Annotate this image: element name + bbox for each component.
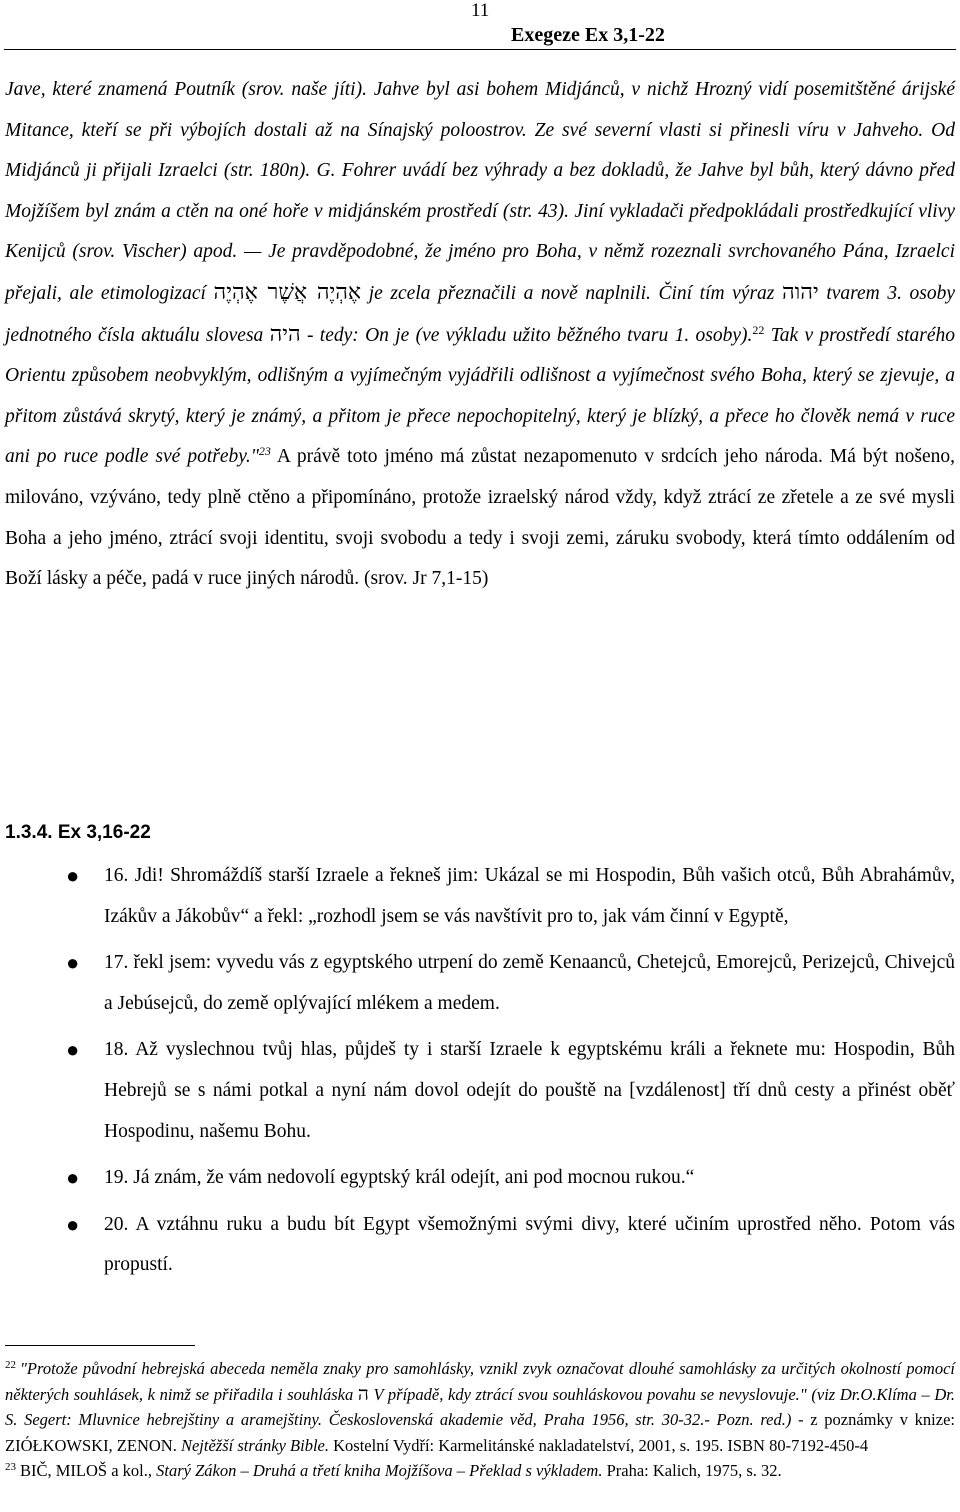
bullet-icon: ● [66,1165,80,1191]
hebrew-yhwh: יהוה [782,279,819,305]
verse-item [0,1158,955,1199]
verse-text: 20. A vztáhnu ruku a budu bít Egypt všemožnými svými divy, které učiním uprostřed něho. Potom vás propustí. [104,1213,955,1276]
footnote-23 [5,1458,955,1484]
verse-text: 18. Až vyslechnou tvůj hlas, půjdeš ty i starší Izraele k egyptskému králi a řeknete mu: Hospodin, Bůh Hebrejů se s námi potkal a nyní nám dovol odejít do pouště na [vzdálenost] tří dnů cesty a přinést oběť Hospodinu, našemu Bohu. [104,1039,955,1142]
footnote-book-title: Starý Zákon – Druhá a třetí kniha Mojžíšova – Překlad s výkladem. [156,1461,603,1480]
body-text-italic-b: je zcela přeznačili a nově naplnili. Činí tím výraz [368,282,775,304]
footnote-text: BIČ, MILOŠ a kol., [20,1461,152,1480]
verse-text: 19. Já znám, že vám nedovolí egyptský král odejít, ani pod mocnou rukou.“ [104,1167,695,1189]
section-heading: 1.3.4. Ex 3,16-22 [5,822,151,843]
bullet-icon: ● [66,1211,80,1237]
footnote-ref-22[interactable]: 22 [752,322,765,337]
body-text-italic-c: tvarem 3. osoby jednotného čísla aktuálu slovesa [5,282,956,346]
verse-item [0,856,955,937]
body-paragraph [5,70,955,600]
verse-list [0,856,955,1292]
running-title: Exegeze Ex 3,1-22 [511,24,665,46]
footnote-text: V případě, kdy ztrácí svou souhláskovou povahu se nevyslovuje." (viz Dr.O.Klíma – Dr. S. Segert: Mluvnice hebrejštiny a aramejštiny. Československá akademie věd, Praha 1956, str. 30-32.- Pozn. red.) [5,1384,956,1429]
body-text-italic-e: Tak v prostředí starého Orientu způsobem neobvyklým, odlišným a vyjímečným vyjádřili odlišnost a vyjímečnost svého Boha, který se zjevuje, a přitom zůstává skrytý, který je známý, a přitom je přece nepochopitelný, který je blízký, a přece ho člověk nemá v ruce ani po ruce podle své potřeby." [5,324,956,468]
verse-text: 16. Jdi! Shromáždíš starší Izraele a řekneš jim: Ukázal se mi Hospodin, Bůh vašich otců, Bůh Abrahámův, Izákův a Jákobův“ a řekl: „rozhodl jsem se vás navštívit pro to, jak vám činní v Egyptě, [104,865,955,927]
footnote-separator [5,1345,195,1346]
body-text-italic-d: - tedy: On je (ve výkladu užito běžného tvaru 1. osoby). [307,324,753,346]
footnotes [5,1356,955,1484]
page-header [0,0,960,52]
verse-item [0,1205,955,1286]
verse-text: 17. řekl jsem: vyvedu vás z egyptského utrpení do země Kenaanců, Chetejců, Emorejců, Perizejců, Chivejců a Jebúsejců, do země oplývající mlékem a medem. [104,952,955,1014]
body-text-italic: Jave, které znamená Poutník (srov. naše jíti). Jahve byl asi bohem Midjánců, v nichž Hrozný vidí posemitštěné árijské Mitance, kteří se při výbojích dostali až na Sínajský poloostrov. Ze své severní vlasti si přinesli víru v Jahveho. Od Midjánců ji přijali Izraelci (str. 180n). G. Fohrer uvádí bez výhrady a bez dokladů, že Jahve byl bůh, který dávno před Mojžíšem byl znám a ctěn na oné hoře v midjánském prostředí (str. 43). Jiní vykladači předpokládali prostředkující vlivy Kenijců (srov. Vischer) apod. — Je pravděpodobné, že jméno pro Boha, v němž rozeznali svrchovaného Pána, Izraelci přejali, ale etimologizací [5,79,955,304]
bullet-icon: ● [66,1037,80,1063]
bullet-icon: ● [66,863,80,888]
footnote-text: - z poznámky v knize: ZIÓŁKOWSKI, ZENON. [5,1410,955,1455]
footnote-number: 23 [5,1460,16,1473]
footnote-22 [5,1356,955,1458]
footnote-text: Praha: Kalich, 1975, s. 32. [606,1461,782,1480]
hebrew-ehyeh-asher-ehyeh: אֶהְיֶה אֲשֶׁר אֶהְיֶה [213,279,362,305]
page-number: 11 [471,0,490,21]
verse-item [0,943,955,1024]
body-text-roman: A právě toto jméno má zůstat nezapomenuto v srdcích jeho národa. Má být nošeno, milováno, vzýváno, tedy plně ctěno a připomínáno, protože izraelský národ vždy, když ztrácí ze zřetele a ze své mysli Boha a jeho jméno, ztrácí svoji identitu, svoji svobodu a tedy i svoji zemi, záruku svobody, která tímto oddálením od Boží lásky a péče, padá v ruce jiných národů. (srov. Jr 7,1-15) [5,446,955,590]
header-rule [4,49,956,50]
footnote-text: "Protože původní hebrejská abeceda neměla znaky pro samohlásky, vznikl zvyk označovat dlouhé samohlásky za určitých okolností pomocí některých souhlásek, k nimž se přiřadila i souhláska [5,1359,955,1404]
footnote-book-title: Nejtěžší stránky Bible. [180,1435,329,1455]
bullet-icon: ● [66,950,80,976]
hebrew-hyh: היה [269,321,301,347]
footnote-number: 22 [5,1358,16,1371]
hebrew-he: ה [357,1382,369,1405]
footnote-ref-23[interactable]: 23 [258,444,271,459]
verse-item [0,1030,955,1152]
footnote-text: Kostelní Vydří: Karmelitánské nakladatelství, 2001, s. 195. ISBN 80-7192-450-4 [333,1435,869,1455]
